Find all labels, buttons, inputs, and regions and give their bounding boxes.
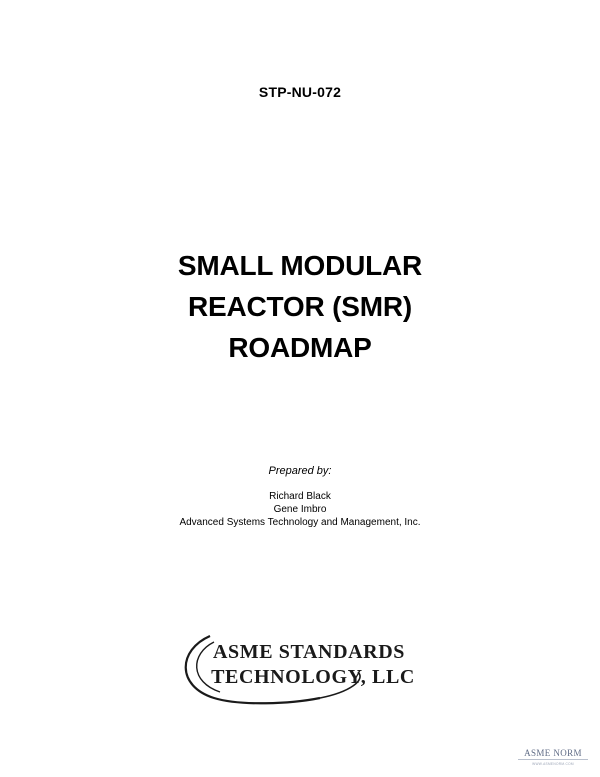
author-list — [0, 490, 600, 529]
asme-standards-logo — [0, 628, 600, 708]
page-title — [0, 245, 600, 368]
title-line-2: REACTOR (SMR) — [188, 291, 412, 322]
title-line-1: SMALL MODULAR — [177, 250, 423, 281]
watermark-divider — [518, 759, 588, 760]
watermark-main-text: ASME NORM — [524, 748, 582, 758]
prepared-by-label: Prepared by: — [268, 465, 332, 477]
title-line-3: ROADMAP — [228, 332, 372, 363]
author-name-2: Gene Imbro — [273, 504, 327, 515]
author-name-1: Richard Black — [269, 491, 331, 502]
document-number: STP-NU-072 — [258, 84, 342, 100]
watermark — [516, 748, 590, 767]
logo-line-1: ASME STANDARDS — [213, 641, 405, 663]
watermark-sub-text: WWW.ASMENORM.COM — [532, 762, 574, 766]
logo-line-2: TECHNOLOGY, LLC — [211, 666, 415, 688]
author-affiliation: Advanced Systems Technology and Management, Inc. — [179, 517, 421, 528]
